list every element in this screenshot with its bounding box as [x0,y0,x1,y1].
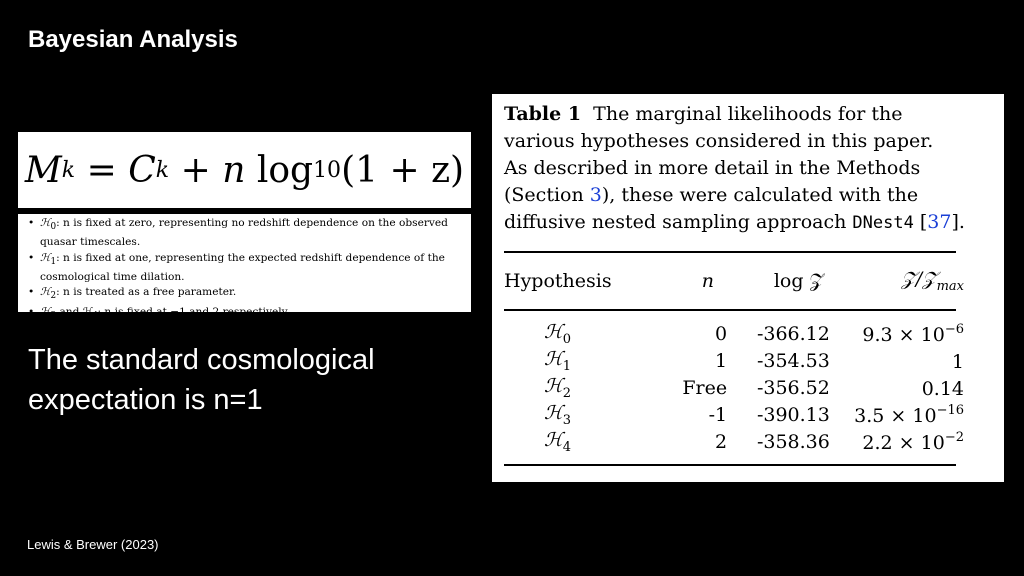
eq-equals: = [86,149,117,191]
section-link[interactable]: 3 [589,184,602,206]
table-row: ℋ$_1$ 1 -354.53 1 [544,348,964,374]
reference-link[interactable]: 37 [927,211,952,233]
table-row: ℋ$_2$ Free -356.52 0.14 [544,375,964,401]
likelihood-table-body [504,321,964,456]
eq-log-sub: 10 [313,157,342,183]
header-n: n [701,270,714,292]
table-header-row [504,253,964,309]
table-row: ℋ$_4$ 2 -358.36 $2.2 \times 10^{-2}$ [544,429,964,455]
table-row: ℋ$_0$ 0 -366.12 $9.3 \times 10^{-6}$ [544,321,964,347]
likelihood-table-image [492,94,1004,482]
eq-log: log [256,149,314,191]
likelihood-table [504,253,964,309]
eq-lhs: M [24,149,62,191]
eq-lhs-sub: k [61,157,76,183]
hypothesis-bullet: • ℋ$_1$: n is fixed at one, representing the expected redshift dependence of the cosmological time dilation. [26,251,465,286]
body-text-line: The standard cosmological [28,344,375,376]
header-logz: log 𝒵 [773,270,824,292]
table-caption: Table 1 The marginal likelihoods for the various hypotheses considered in this paper. As described in more detail in the Methods (Section 3), these were calculated with the diffusive nested sampling approach DNest4 [37]. [504,103,965,233]
eq-c-sub: k [155,157,170,183]
eq-n: n [222,149,246,191]
eq-arg: (1 + z) [341,149,465,191]
body-text-line: expectation is n=1 [28,384,263,416]
hypotheses-list-image [18,214,471,321]
hypothesis-bullet: • ℋ$_2$: n is treated as a free parameter. [26,285,465,304]
eq-c: C [128,149,156,191]
equation-image [18,132,471,208]
hypothesis-bullet: • ℋ$_3$ and ℋ₄: n is fixed at −1 and 2 respectively. [26,305,465,324]
header-ratio: 𝒵/𝒵$_{max}$ [901,268,964,294]
slide-title: Bayesian Analysis [28,26,238,53]
hypothesis-bullet: • ℋ$_0$: n is fixed at zero, representing no redshift dependence on the observed quasar timescales. [26,216,465,251]
header-hypothesis: Hypothesis [504,270,612,292]
caption-label: Table 1 [504,103,582,125]
body-text [28,340,468,420]
citation: Lewis & Brewer (2023) [27,537,159,552]
eq-plus: + [180,149,211,191]
table-row: ℋ$_3$ -1 -390.13 $3.5 \times 10^{-16}$ [544,402,964,428]
bottom-rule [504,464,956,466]
